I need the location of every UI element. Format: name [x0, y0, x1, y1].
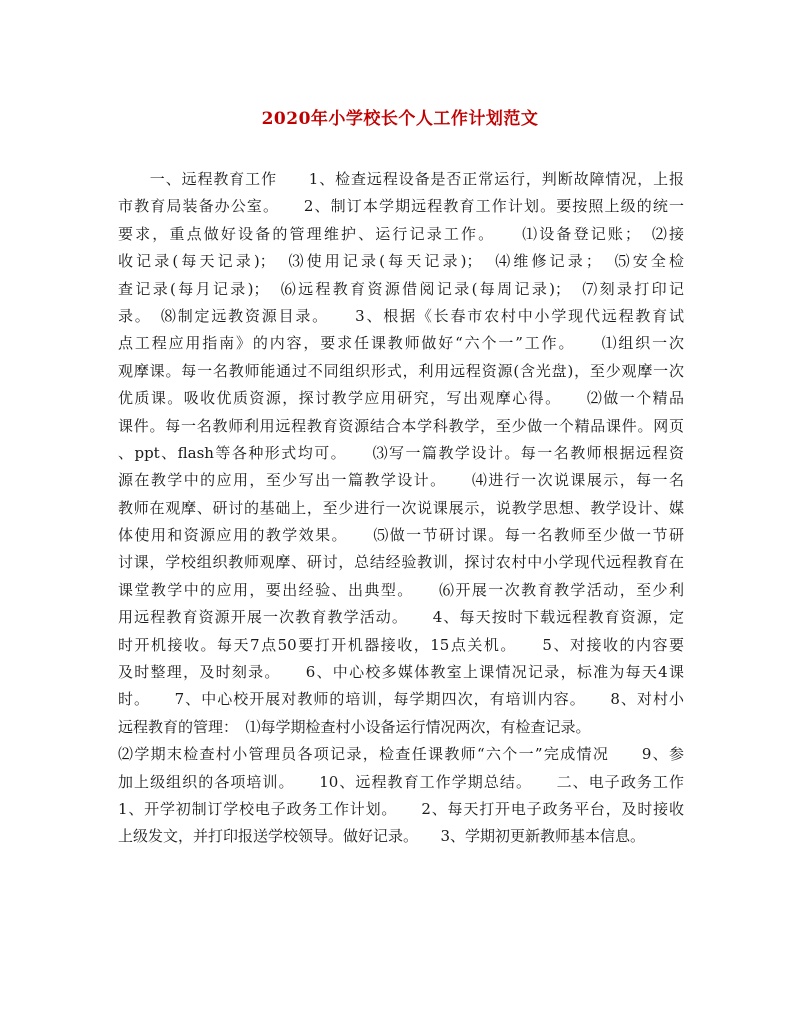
body-line: 录。 ⑻制定远教资源目录。 3、根据《长春市农村中小学现代远程教育试	[118, 306, 684, 325]
body-line: 体使用和资源应用的教学效果。 ⑸做一节研讨课。每一名教师至少做一节研	[118, 526, 684, 545]
body-line: 教师在观摩、研讨的基础上，至少进行一次说课展示，说教学思想、教学设计、媒	[118, 498, 684, 517]
body-line: 点工程应用指南》的内容，要求任课教师做好“六个一”工作。 ⑴组织一次	[118, 334, 684, 353]
body-line: 课件。每一名教师利用远程教育资源结合本学科教学，至少做一个精品课件。网页	[118, 416, 684, 435]
document-title: 2020年小学校长个人工作计划范文	[261, 109, 539, 129]
body-line: 收记录(每天记录)； ⑶使用记录(每天记录)； ⑷维修记录； ⑸安全检	[118, 252, 684, 271]
body-line: 远程教育的管理： ⑴每学期检查村小设备运行情况两次，有检查记录。	[118, 717, 591, 736]
body-line: 加上级组织的各项培训。 10、远程教育工作学期总结。 二、电子政务工作	[118, 772, 684, 791]
body-line: 要求，重点做好设备的管理维护、运行记录工作。 ⑴设备登记账； ⑵接	[118, 224, 684, 243]
body-line: 讨课，学校组织教师观摩、研讨，总结经验教训，探讨农村中小学现代远程教育在	[118, 553, 684, 572]
body-line: ⑵学期末检查村小管理员各项记录，检查任课教师“六个一”完成情况 9、参	[118, 745, 684, 764]
body-line: 时开机接收。每天7点50要打开机器接收，15点关机。 5、对接收的内容要	[118, 635, 684, 654]
body-line: 源在教学中的应用，至少写出一篇教学设计。 ⑷进行一次说课展示，每一名	[118, 471, 684, 490]
body-line: 课堂教学中的应用，要出经验、出典型。 ⑹开展一次教育教学活动，至少利	[118, 580, 684, 599]
body-line: 查记录(每月记录)； ⑹远程教育资源借阅记录(每周记录)； ⑺刻录打印记	[118, 279, 684, 298]
body-line: 时。 7、中心校开展对教师的培训，每学期四次，有培训内容。 8、对村小	[118, 690, 684, 709]
body-line: 、ppt、flash等各种形式均可。 ⑶写一篇教学设计。每一名教师根据远程资	[118, 443, 684, 462]
body-line: 一、远程教育工作 1、检查远程设备是否正常运行，判断故障情况，上报	[118, 170, 684, 188]
body-line: 及时整理，及时刻录。 6、中心校多媒体教室上课情况记录，标准为每天4课	[118, 663, 684, 682]
body-line: 观摩课。每一名教师能通过不同组织形式，利用远程资源(含光盘)，至少观摩一次	[118, 361, 684, 380]
body-line: 1、开学初制订学校电子政务工作计划。 2、每天打开电子政务平台，及时接收	[118, 799, 684, 818]
body-line: 上级发文，并打印报送学校领导。做好记录。 3、学期初更新教师基本信息。	[118, 827, 646, 846]
body-line: 市教育局装备办公室。 2、制订本学期远程教育工作计划。要按照上级的统一	[118, 197, 684, 216]
body-line: 用远程教育资源开展一次教育教学活动。 4、每天按时下载远程教育资源，定	[118, 608, 684, 627]
document-body	[118, 166, 684, 851]
body-line: 优质课。吸收优质资源，探讨教学应用研究，写出观摩心得。 ⑵做一个精品	[118, 389, 684, 408]
